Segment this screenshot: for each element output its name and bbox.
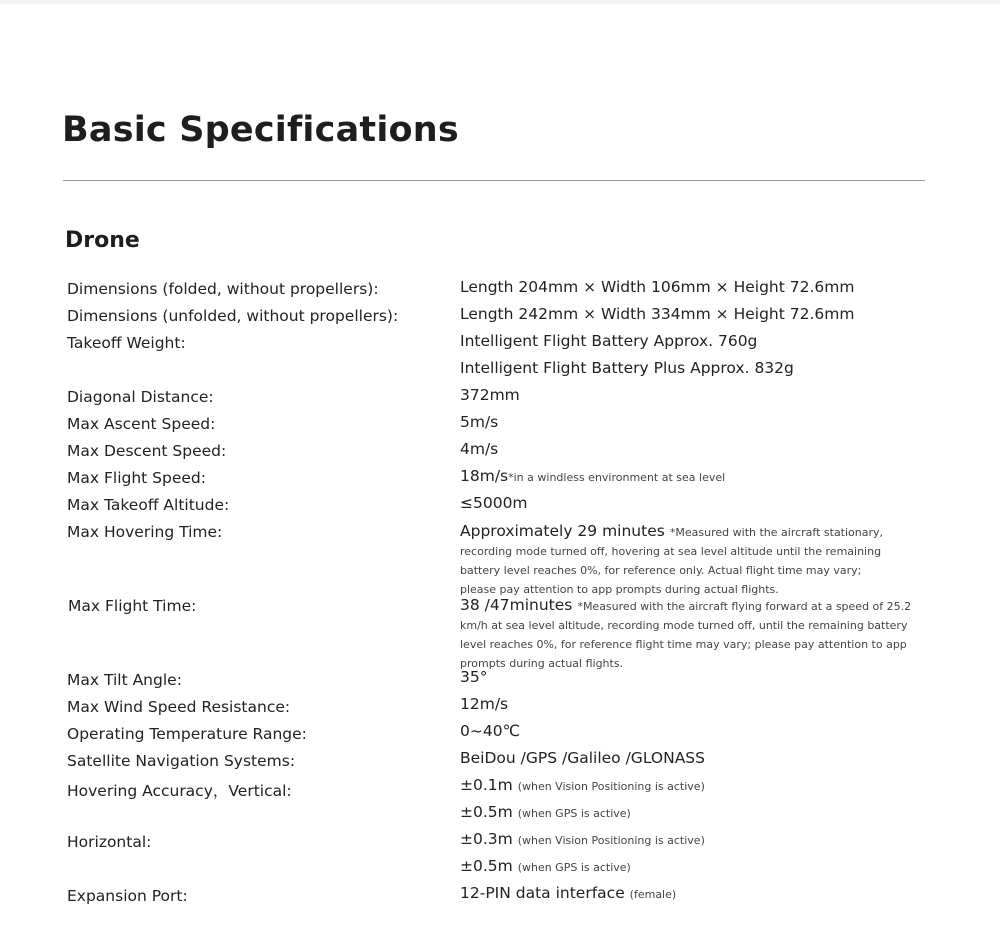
page-title: Basic Specifications bbox=[62, 110, 459, 150]
spec-value-flight-speed bbox=[460, 467, 725, 485]
hovering-horizontal-gps-note: (when GPS is active) bbox=[517, 861, 631, 874]
flight-time-value: 38 /47minutes bbox=[460, 596, 573, 614]
spec-value-hovering-vertical-gps bbox=[460, 803, 631, 821]
spec-label-hovering-time: Max Hovering Time: bbox=[67, 523, 223, 541]
hovering-horizontal-gps-value: ±0.5m bbox=[460, 857, 513, 875]
spec-value-hovering-horizontal-vision bbox=[460, 830, 705, 848]
spec-value-ascent-speed: 5m/s bbox=[460, 413, 499, 431]
spec-label-ascent-speed: Max Ascent Speed: bbox=[67, 415, 216, 433]
expansion-port-note: (female) bbox=[629, 888, 677, 901]
spec-label-temperature: Operating Temperature Range: bbox=[67, 725, 307, 743]
spec-label-takeoff-weight: Takeoff Weight: bbox=[67, 334, 186, 352]
flight-speed-value: 18m/s bbox=[460, 467, 509, 485]
spec-value-hovering-vertical-vision bbox=[460, 776, 705, 794]
spec-value-expansion-port bbox=[460, 884, 676, 902]
hovering-vertical-gps-note: (when GPS is active) bbox=[517, 807, 631, 820]
spec-value-temperature: 0~40℃ bbox=[460, 722, 520, 740]
spec-label-flight-time: Max Flight Time: bbox=[68, 597, 197, 615]
title-divider bbox=[63, 180, 925, 181]
spec-value-tilt-angle: 35° bbox=[460, 668, 488, 686]
spec-label-hovering-horizontal: Horizontal: bbox=[67, 833, 152, 851]
spec-label-hovering-accuracy-vertical: Hovering Accuracy，Vertical: bbox=[67, 782, 292, 800]
spec-value-takeoff-weight-plus: Intelligent Flight Battery Plus Approx. 832g bbox=[460, 359, 794, 377]
spec-value-flight-time bbox=[460, 595, 925, 671]
spec-value-diagonal: 372mm bbox=[460, 386, 520, 404]
spec-value-takeoff-altitude: ≤5000m bbox=[460, 494, 528, 512]
spec-label-satellite-navigation: Satellite Navigation Systems: bbox=[67, 752, 296, 770]
spec-value-wind-resistance: 12m/s bbox=[460, 695, 509, 713]
spec-value-descent-speed: 4m/s bbox=[460, 440, 499, 458]
hovering-horizontal-vision-value: ±0.3m bbox=[460, 830, 513, 848]
spec-label-descent-speed: Max Descent Speed: bbox=[67, 442, 227, 460]
spec-value-dimensions-folded: Length 204mm × Width 106mm × Height 72.6mm bbox=[460, 278, 855, 296]
flight-time-note: *Measured with the aircraft flying forward at a speed of 25.2 km/h at sea level altitude, recording mode turned off, until the remaining battery level reaches 0%, for reference flight time may vary; please pay attention to app prompts during actual flights. bbox=[460, 600, 912, 670]
hovering-vertical-vision-value: ±0.1m bbox=[460, 776, 513, 794]
spec-label-flight-speed: Max Flight Speed: bbox=[67, 469, 206, 487]
hovering-vertical-gps-value: ±0.5m bbox=[460, 803, 513, 821]
hovering-vertical-vision-note: (when Vision Positioning is active) bbox=[517, 780, 705, 793]
spec-label-diagonal: Diagonal Distance: bbox=[67, 388, 214, 406]
spec-value-hovering-time bbox=[460, 521, 890, 597]
hovering-time-value: Approximately 29 minutes bbox=[460, 522, 665, 540]
spec-value-satellite-navigation: BeiDou /GPS /Galileo /GLONASS bbox=[460, 749, 705, 767]
spec-label-dimensions-unfolded: Dimensions (unfolded, without propellers): bbox=[67, 307, 399, 325]
section-title: Drone bbox=[65, 228, 140, 253]
spec-value-takeoff-weight: Intelligent Flight Battery Approx. 760g bbox=[460, 332, 758, 350]
flight-speed-note: *in a windless environment at sea level bbox=[508, 471, 726, 484]
expansion-port-value: 12-PIN data interface bbox=[460, 884, 625, 902]
hovering-time-note: *Measured with the aircraft stationary, recording mode turned off, hovering at sea level altitude until the remaining battery level reaches 0%, for reference only. Actual flight time may vary; please pay attention to app prompts during actual flights. bbox=[460, 526, 884, 596]
spec-label-tilt-angle: Max Tilt Angle: bbox=[67, 671, 182, 689]
spec-value-hovering-horizontal-gps bbox=[460, 857, 631, 875]
spec-label-takeoff-altitude: Max Takeoff Altitude: bbox=[67, 496, 230, 514]
spec-label-expansion-port: Expansion Port: bbox=[67, 887, 188, 905]
hovering-horizontal-vision-note: (when Vision Positioning is active) bbox=[517, 834, 705, 847]
spec-value-dimensions-unfolded: Length 242mm × Width 334mm × Height 72.6mm bbox=[460, 305, 855, 323]
spec-label-wind-resistance: Max Wind Speed Resistance: bbox=[67, 698, 291, 716]
top-strip bbox=[0, 0, 1000, 4]
spec-label-dimensions-folded: Dimensions (folded, without propellers): bbox=[67, 280, 379, 298]
